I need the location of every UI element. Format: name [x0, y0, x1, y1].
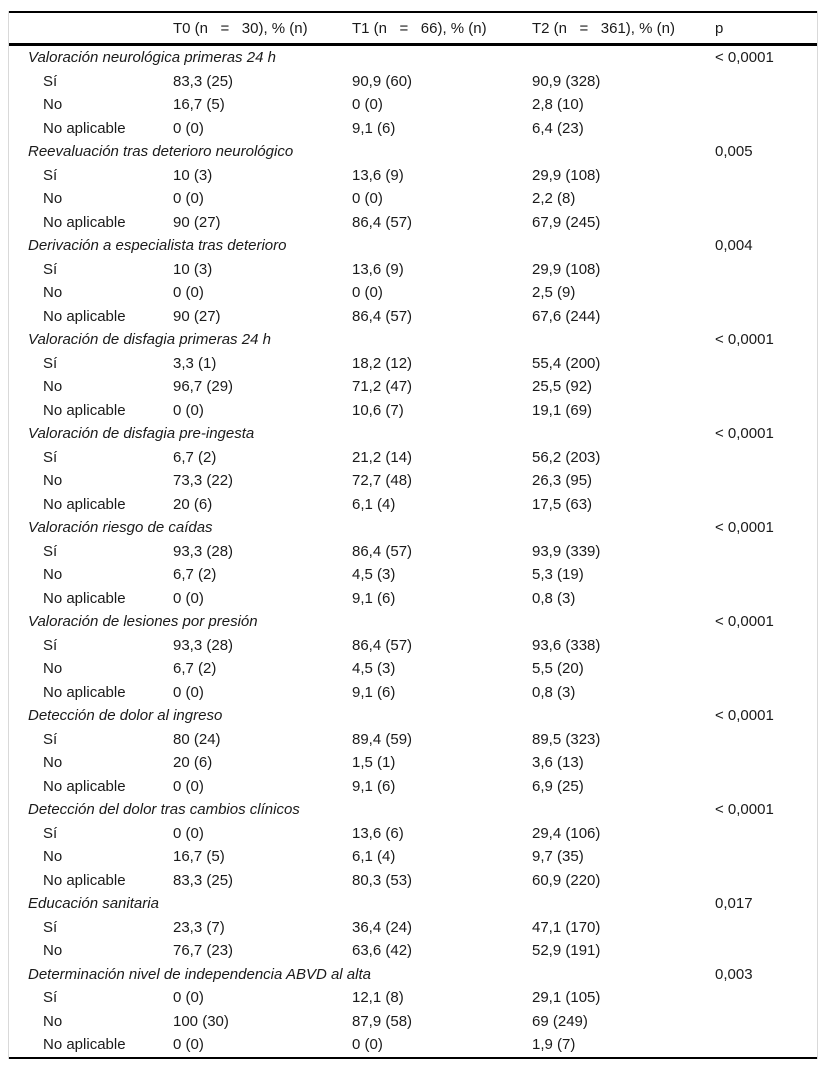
p-empty-cell [715, 869, 817, 893]
t2-cell: 90,9 (328) [532, 72, 601, 90]
section-title: Detección de dolor al ingreso [28, 707, 223, 725]
data-row [9, 986, 817, 1010]
t2-cell: 29,9 (108) [532, 166, 601, 184]
p-value: 0,017 [715, 895, 753, 913]
row-label: Sí [43, 448, 58, 466]
data-row [9, 916, 817, 940]
row-label: Sí [43, 989, 58, 1007]
t1-cell: 6,1 (4) [352, 848, 396, 866]
t1-cell: 0 (0) [352, 1036, 383, 1054]
t1-cell: 9,1 (6) [352, 683, 396, 701]
t1-cell: 18,2 (12) [352, 354, 413, 372]
data-row [9, 728, 817, 752]
p-empty-cell [715, 728, 817, 752]
row-label: No aplicable [43, 307, 126, 325]
data-row [9, 845, 817, 869]
row-label: No aplicable [43, 1036, 126, 1054]
p-empty-cell [715, 70, 817, 94]
data-row [9, 70, 817, 94]
row-label: Sí [43, 730, 58, 748]
row-label: Sí [43, 354, 58, 372]
row-label: No [43, 472, 63, 490]
t1-cell: 9,1 (6) [352, 777, 396, 795]
t2-cell: 67,6 (244) [532, 307, 601, 325]
row-label: No aplicable [43, 777, 126, 795]
section-title: Reevaluación tras deterioro neurológico [28, 143, 294, 161]
p-empty-cell [715, 187, 817, 211]
t0-cell: 0 (0) [173, 989, 204, 1007]
t2-cell: 6,9 (25) [532, 777, 584, 795]
row-label: Sí [43, 824, 58, 842]
row-label: No aplicable [43, 495, 126, 513]
t0-cell: 90 (27) [173, 307, 221, 325]
t1-cell: 10,6 (7) [352, 401, 404, 419]
p-empty-cell [715, 657, 817, 681]
data-row [9, 399, 817, 423]
t1-cell: 36,4 (24) [352, 918, 413, 936]
data-row [9, 775, 817, 799]
p-empty-cell [715, 1010, 817, 1034]
p-value: < 0,0001 [715, 49, 774, 67]
data-row [9, 540, 817, 564]
t1-cell: 13,6 (9) [352, 260, 404, 278]
section-title: Valoración de disfagia primeras 24 h [28, 331, 271, 349]
data-row [9, 587, 817, 611]
row-label: No [43, 284, 63, 302]
t0-cell: 6,7 (2) [173, 566, 217, 584]
t0-cell: 0 (0) [173, 1036, 204, 1054]
p-value: < 0,0001 [715, 801, 774, 819]
p-empty-cell [715, 399, 817, 423]
section-row [9, 798, 817, 822]
row-label: Sí [43, 166, 58, 184]
t2-cell: 67,9 (245) [532, 213, 601, 231]
col-header-t2: T2 (n = 361), % (n) [532, 12, 715, 45]
t0-cell: 16,7 (5) [173, 848, 225, 866]
p-value: < 0,0001 [715, 331, 774, 349]
t1-cell: 9,1 (6) [352, 119, 396, 137]
row-label: Sí [43, 636, 58, 654]
data-row [9, 187, 817, 211]
t2-cell: 60,9 (220) [532, 871, 601, 889]
p-empty-cell [715, 634, 817, 658]
t2-cell: 26,3 (95) [532, 472, 593, 490]
data-row [9, 281, 817, 305]
t1-cell: 89,4 (59) [352, 730, 413, 748]
section-row [9, 234, 817, 258]
p-value: < 0,0001 [715, 613, 774, 631]
data-row [9, 563, 817, 587]
row-label: Sí [43, 72, 58, 90]
t0-cell: 6,7 (2) [173, 448, 217, 466]
p-empty-cell [715, 446, 817, 470]
t2-cell: 2,8 (10) [532, 96, 584, 114]
t1-cell: 12,1 (8) [352, 989, 404, 1007]
p-empty-cell [715, 939, 817, 963]
t2-cell: 6,4 (23) [532, 119, 584, 137]
t0-cell: 0 (0) [173, 683, 204, 701]
t0-cell: 0 (0) [173, 824, 204, 842]
t1-cell: 86,4 (57) [352, 213, 413, 231]
t2-cell: 19,1 (69) [532, 401, 593, 419]
data-row [9, 493, 817, 517]
t0-cell: 0 (0) [173, 401, 204, 419]
t0-cell: 6,7 (2) [173, 660, 217, 678]
p-value: 0,003 [715, 965, 753, 983]
t2-cell: 47,1 (170) [532, 918, 601, 936]
t1-cell: 80,3 (53) [352, 871, 413, 889]
section-title: Derivación a especialista tras deterioro [28, 237, 287, 255]
p-empty-cell [715, 563, 817, 587]
t1-cell: 21,2 (14) [352, 448, 413, 466]
row-label: Sí [43, 260, 58, 278]
t0-cell: 3,3 (1) [173, 354, 217, 372]
t1-cell: 0 (0) [352, 284, 383, 302]
p-empty-cell [715, 1033, 817, 1058]
row-label: No [43, 660, 63, 678]
data-row [9, 117, 817, 141]
p-empty-cell [715, 117, 817, 141]
row-label: Sí [43, 918, 58, 936]
t1-cell: 9,1 (6) [352, 589, 396, 607]
table-header [9, 12, 817, 45]
row-label: No aplicable [43, 119, 126, 137]
t0-cell: 20 (6) [173, 495, 213, 513]
t0-cell: 90 (27) [173, 213, 221, 231]
data-row [9, 258, 817, 282]
section-title: Educación sanitaria [28, 895, 159, 913]
t1-cell: 4,5 (3) [352, 660, 396, 678]
row-label: No [43, 96, 63, 114]
row-label: No [43, 754, 63, 772]
row-label: No aplicable [43, 401, 126, 419]
t0-cell: 93,3 (28) [173, 636, 234, 654]
t1-cell: 71,2 (47) [352, 378, 413, 396]
t1-cell: 87,9 (58) [352, 1012, 413, 1030]
t1-cell: 6,1 (4) [352, 495, 396, 513]
section-title: Detección del dolor tras cambios clínicos [28, 801, 300, 819]
table-body [9, 45, 817, 1058]
data-row [9, 93, 817, 117]
data-row [9, 634, 817, 658]
section-row [9, 140, 817, 164]
p-empty-cell [715, 211, 817, 235]
data-row [9, 869, 817, 893]
data-row [9, 375, 817, 399]
t2-cell: 9,7 (35) [532, 848, 584, 866]
section-row [9, 963, 817, 987]
t2-cell: 5,3 (19) [532, 566, 584, 584]
section-row [9, 328, 817, 352]
t0-cell: 96,7 (29) [173, 378, 234, 396]
data-row [9, 681, 817, 705]
t2-cell: 17,5 (63) [532, 495, 593, 513]
t1-cell: 72,7 (48) [352, 472, 413, 490]
results-table [9, 11, 817, 1059]
t0-cell: 93,3 (28) [173, 542, 234, 560]
t2-cell: 56,2 (203) [532, 448, 601, 466]
t0-cell: 23,3 (7) [173, 918, 225, 936]
t2-cell: 93,6 (338) [532, 636, 601, 654]
t0-cell: 0 (0) [173, 190, 204, 208]
section-title: Determinación nivel de independencia ABVD al alta [28, 965, 371, 983]
section-row [9, 516, 817, 540]
t1-cell: 4,5 (3) [352, 566, 396, 584]
t1-cell: 0 (0) [352, 190, 383, 208]
data-row [9, 939, 817, 963]
p-empty-cell [715, 681, 817, 705]
t2-cell: 69 (249) [532, 1012, 588, 1030]
t0-cell: 0 (0) [173, 284, 204, 302]
section-title: Valoración de lesiones por presión [28, 613, 258, 631]
t2-cell: 1,9 (7) [532, 1036, 576, 1054]
p-empty-cell [715, 493, 817, 517]
data-row [9, 164, 817, 188]
t2-cell: 0,8 (3) [532, 589, 576, 607]
col-header-t0: T0 (n = 30), % (n) [173, 12, 352, 45]
p-empty-cell [715, 986, 817, 1010]
p-value: < 0,0001 [715, 707, 774, 725]
col-header-variable [9, 12, 173, 45]
t2-cell: 2,5 (9) [532, 284, 576, 302]
t1-cell: 86,4 (57) [352, 307, 413, 325]
p-empty-cell [715, 540, 817, 564]
t2-cell: 29,4 (106) [532, 824, 601, 842]
row-label: No [43, 190, 63, 208]
section-row [9, 892, 817, 916]
p-empty-cell [715, 775, 817, 799]
t2-cell: 29,9 (108) [532, 260, 601, 278]
p-empty-cell [715, 164, 817, 188]
section-title: Valoración de disfagia pre-ingesta [28, 425, 255, 443]
row-label: No aplicable [43, 589, 126, 607]
section-row [9, 45, 817, 70]
col-header-t1: T1 (n = 66), % (n) [352, 12, 532, 45]
p-empty-cell [715, 916, 817, 940]
p-empty-cell [715, 469, 817, 493]
t2-cell: 89,5 (323) [532, 730, 601, 748]
p-empty-cell [715, 587, 817, 611]
row-label: No [43, 1012, 63, 1030]
t2-cell: 93,9 (339) [532, 542, 601, 560]
p-empty-cell [715, 258, 817, 282]
data-row [9, 1010, 817, 1034]
row-label: No aplicable [43, 871, 126, 889]
col-header-p: p [715, 12, 817, 45]
t0-cell: 100 (30) [173, 1012, 229, 1030]
p-empty-cell [715, 352, 817, 376]
t0-cell: 16,7 (5) [173, 96, 225, 114]
t0-cell: 10 (3) [173, 260, 213, 278]
t0-cell: 10 (3) [173, 166, 213, 184]
t2-cell: 29,1 (105) [532, 989, 601, 1007]
section-title: Valoración neurológica primeras 24 h [28, 49, 276, 67]
row-label: No [43, 378, 63, 396]
data-row [9, 657, 817, 681]
data-row [9, 751, 817, 775]
data-row [9, 305, 817, 329]
p-empty-cell [715, 751, 817, 775]
t0-cell: 80 (24) [173, 730, 221, 748]
t0-cell: 76,7 (23) [173, 942, 234, 960]
data-row [9, 446, 817, 470]
t2-cell: 52,9 (191) [532, 942, 601, 960]
section-row [9, 422, 817, 446]
data-row [9, 1033, 817, 1058]
section-row [9, 704, 817, 728]
t0-cell: 0 (0) [173, 589, 204, 607]
p-value: < 0,0001 [715, 425, 774, 443]
t0-cell: 0 (0) [173, 119, 204, 137]
t2-cell: 25,5 (92) [532, 378, 593, 396]
row-label: No [43, 942, 63, 960]
data-row [9, 211, 817, 235]
t1-cell: 13,6 (9) [352, 166, 404, 184]
p-empty-cell [715, 305, 817, 329]
section-row [9, 610, 817, 634]
p-empty-cell [715, 375, 817, 399]
t2-cell: 3,6 (13) [532, 754, 584, 772]
t1-cell: 1,5 (1) [352, 754, 396, 772]
data-row [9, 822, 817, 846]
t1-cell: 86,4 (57) [352, 542, 413, 560]
t1-cell: 90,9 (60) [352, 72, 413, 90]
row-label: Sí [43, 542, 58, 560]
t2-cell: 0,8 (3) [532, 683, 576, 701]
row-label: No [43, 848, 63, 866]
header-row [9, 12, 817, 45]
data-row [9, 469, 817, 493]
results-table-frame [8, 11, 818, 1059]
row-label: No aplicable [43, 683, 126, 701]
t0-cell: 0 (0) [173, 777, 204, 795]
t2-cell: 5,5 (20) [532, 660, 584, 678]
t2-cell: 2,2 (8) [532, 190, 576, 208]
t1-cell: 0 (0) [352, 96, 383, 114]
t0-cell: 73,3 (22) [173, 472, 234, 490]
p-empty-cell [715, 93, 817, 117]
t2-cell: 55,4 (200) [532, 354, 601, 372]
t1-cell: 86,4 (57) [352, 636, 413, 654]
data-row [9, 352, 817, 376]
p-empty-cell [715, 845, 817, 869]
section-title: Valoración riesgo de caídas [28, 519, 213, 537]
p-value: 0,004 [715, 237, 753, 255]
p-empty-cell [715, 281, 817, 305]
p-value: 0,005 [715, 143, 753, 161]
t0-cell: 83,3 (25) [173, 871, 234, 889]
t1-cell: 63,6 (42) [352, 942, 413, 960]
row-label: No aplicable [43, 213, 126, 231]
p-empty-cell [715, 822, 817, 846]
row-label: No [43, 566, 63, 584]
t0-cell: 83,3 (25) [173, 72, 234, 90]
p-value: < 0,0001 [715, 519, 774, 537]
t0-cell: 20 (6) [173, 754, 213, 772]
t1-cell: 13,6 (6) [352, 824, 404, 842]
